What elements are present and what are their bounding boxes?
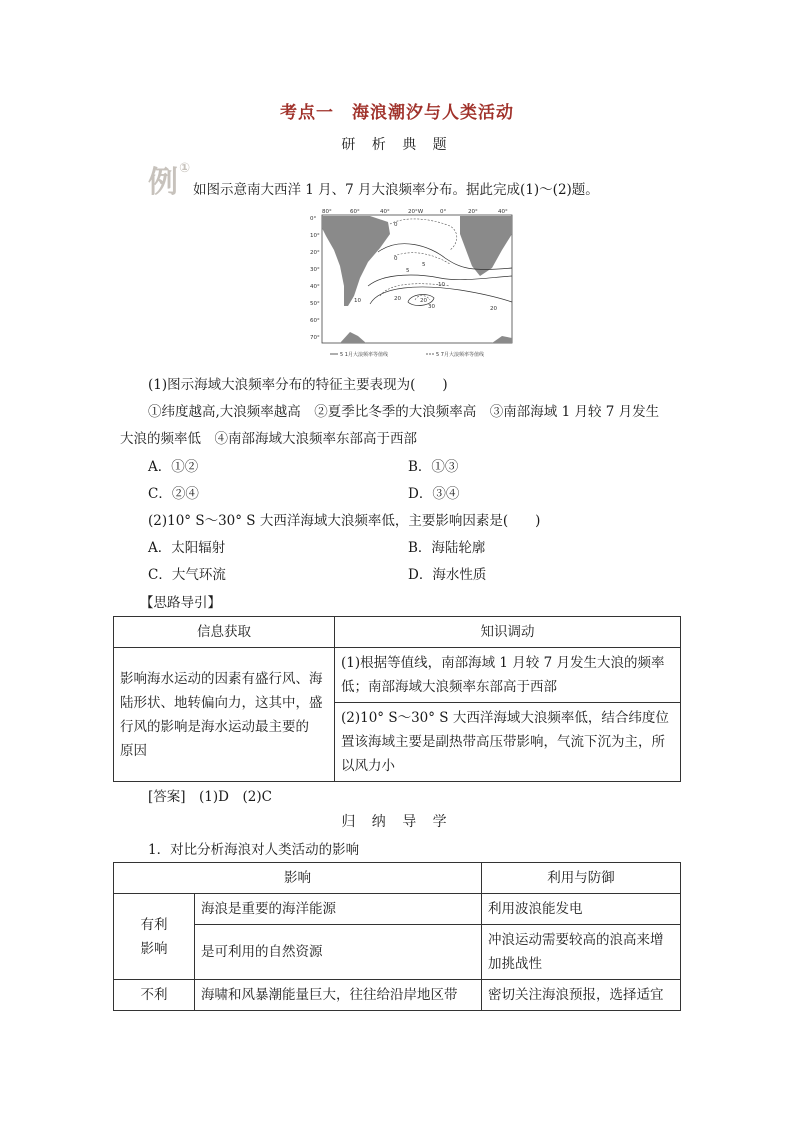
page-title: 考点一 海浪潮汐与人类活动 (280, 103, 514, 123)
example-number: ① (179, 161, 191, 176)
lat-label: 20° (310, 250, 320, 256)
question-2-option-a[interactable]: A．太阳辐射 (148, 540, 226, 556)
contour-label: 10 (438, 282, 445, 288)
question-2-option-d[interactable]: D．海水性质 (408, 567, 487, 583)
table-header-impact: 影响 (114, 863, 482, 894)
legend-jul: 5 7月大浪频率等值线 (436, 352, 484, 358)
table-header-use-defense: 利用与防御 (482, 863, 681, 894)
contour-label: 0 (394, 222, 398, 228)
cell-line: 加挑战性 (488, 956, 542, 972)
contour-label: 5 (406, 268, 410, 274)
lon-label: 60° (350, 209, 360, 215)
lat-label: 10° (310, 233, 320, 239)
question-1-option-c[interactable]: C．②④ (148, 486, 199, 502)
row2-use (482, 925, 681, 980)
section-heading-summary: 归 纳 导 学 (341, 814, 453, 830)
table-cell-knowledge-2 (335, 703, 681, 782)
question-1-option-d[interactable]: D．③④ (408, 486, 460, 502)
analysis-table (113, 616, 681, 782)
favorable-label (114, 894, 195, 980)
lon-label: 40° (498, 209, 508, 215)
cell-line: 低；南部海域大浪频率东部高于西部 (341, 679, 557, 695)
answer-line: [答案] (1)D (2)C (148, 789, 272, 805)
lat-label: 30° (310, 267, 320, 273)
atlantic-wave-frequency-map (310, 206, 515, 361)
cell-line: 有利 (140, 916, 168, 933)
row3-impact: 海啸和风暴潮能量巨大，往往给沿岸地区带 (195, 980, 482, 1011)
row1-impact: 海浪是重要的海洋能源 (195, 894, 482, 925)
lat-label: 50° (310, 301, 320, 307)
unfavorable-label: 不利 (114, 980, 195, 1011)
cell-line: (2)10° S～30° S 大西洋海域大浪频率低，结合纬度位 (341, 710, 669, 726)
question-1-stem: (1)图示海域大浪频率分布的特征主要表现为( ) (148, 377, 448, 393)
cell-line: 原因 (120, 742, 147, 759)
table-cell-knowledge-1 (335, 648, 681, 703)
cell-line: 以风力小 (341, 758, 395, 774)
table-header-info: 信息获取 (114, 617, 335, 648)
lat-label: 0° (310, 216, 317, 222)
question-1-statements-line1: ①纬度越高,大浪频率越高 ②夏季比冬季的大浪频率高 ③南部海域 1 月较 7 月发生 (148, 404, 660, 420)
contour-label: 10 (354, 298, 361, 304)
lat-label: 60° (310, 318, 320, 324)
cell-line: (1)根据等值线，南部海域 1 月较 7 月发生大浪的频率 (341, 655, 665, 671)
row3-use: 密切关注海浪预报，选择适宜 (482, 980, 681, 1011)
row1-use: 利用波浪能发电 (482, 894, 681, 925)
section-heading-study: 研 析 典 题 (341, 137, 453, 153)
lat-label: 40° (310, 284, 320, 290)
question-1-option-b[interactable]: B．①③ (408, 459, 459, 475)
lon-label: 40° (380, 209, 390, 215)
lon-label: 20° (468, 209, 478, 215)
row2-impact: 是可利用的自然资源 (195, 925, 482, 980)
cell-line: 影响海水运动的因素有盛行风、海 (120, 670, 323, 687)
cell-line: 影响 (140, 940, 168, 957)
table-header-knowledge: 知识调动 (335, 617, 681, 648)
table-cell-info (114, 648, 335, 782)
cell-line: 置该海域主要是副热带高压带影响，气流下沉为主，所 (341, 734, 665, 750)
question-2-option-c[interactable]: C．大气环流 (148, 567, 226, 583)
example-prompt: 如图示意南大西洋 1 月、7 月大浪频率分布。据此完成(1)～(2)题。 (193, 182, 599, 198)
lat-label: 70° (310, 335, 320, 341)
guide-heading: 【思路导引】 (140, 595, 221, 611)
lon-label: 0° (440, 209, 447, 215)
question-1-statements-line2: 大浪的频率低 ④南部海域大浪频率东部高于西部 (120, 431, 417, 447)
contour-label: 5 (422, 262, 426, 268)
contour-label: 30 (428, 304, 435, 310)
example-marker (148, 157, 190, 201)
impact-table (113, 862, 681, 1011)
contour-label: 20 (490, 306, 497, 312)
point-1-heading: 1．对比分析海浪对人类活动的影响 (148, 842, 360, 858)
legend-jan: 5 1月大浪频率等值线 (340, 352, 388, 358)
lon-label: 20°W (408, 209, 424, 215)
cell-line: 冲浪运动需要较高的浪高来增 (488, 932, 664, 948)
cell-line: 陆形状、地转偏向力，这其中，盛 (120, 694, 323, 711)
example-mark-text: 例 (148, 165, 178, 200)
question-2-option-b[interactable]: B．海陆轮廓 (408, 540, 486, 556)
question-1-option-a[interactable]: A．①② (148, 459, 199, 475)
contour-label: 20 (420, 298, 427, 304)
question-2-stem: (2)10° S～30° S 大西洋海域大浪频率低，主要影响因素是( ) (148, 513, 541, 529)
lon-label: 80° (322, 209, 332, 215)
contour-label: 20 (394, 296, 401, 302)
contour-label: 0 (394, 256, 398, 262)
cell-line: 行风的影响是海水运动最主要的 (120, 718, 309, 735)
